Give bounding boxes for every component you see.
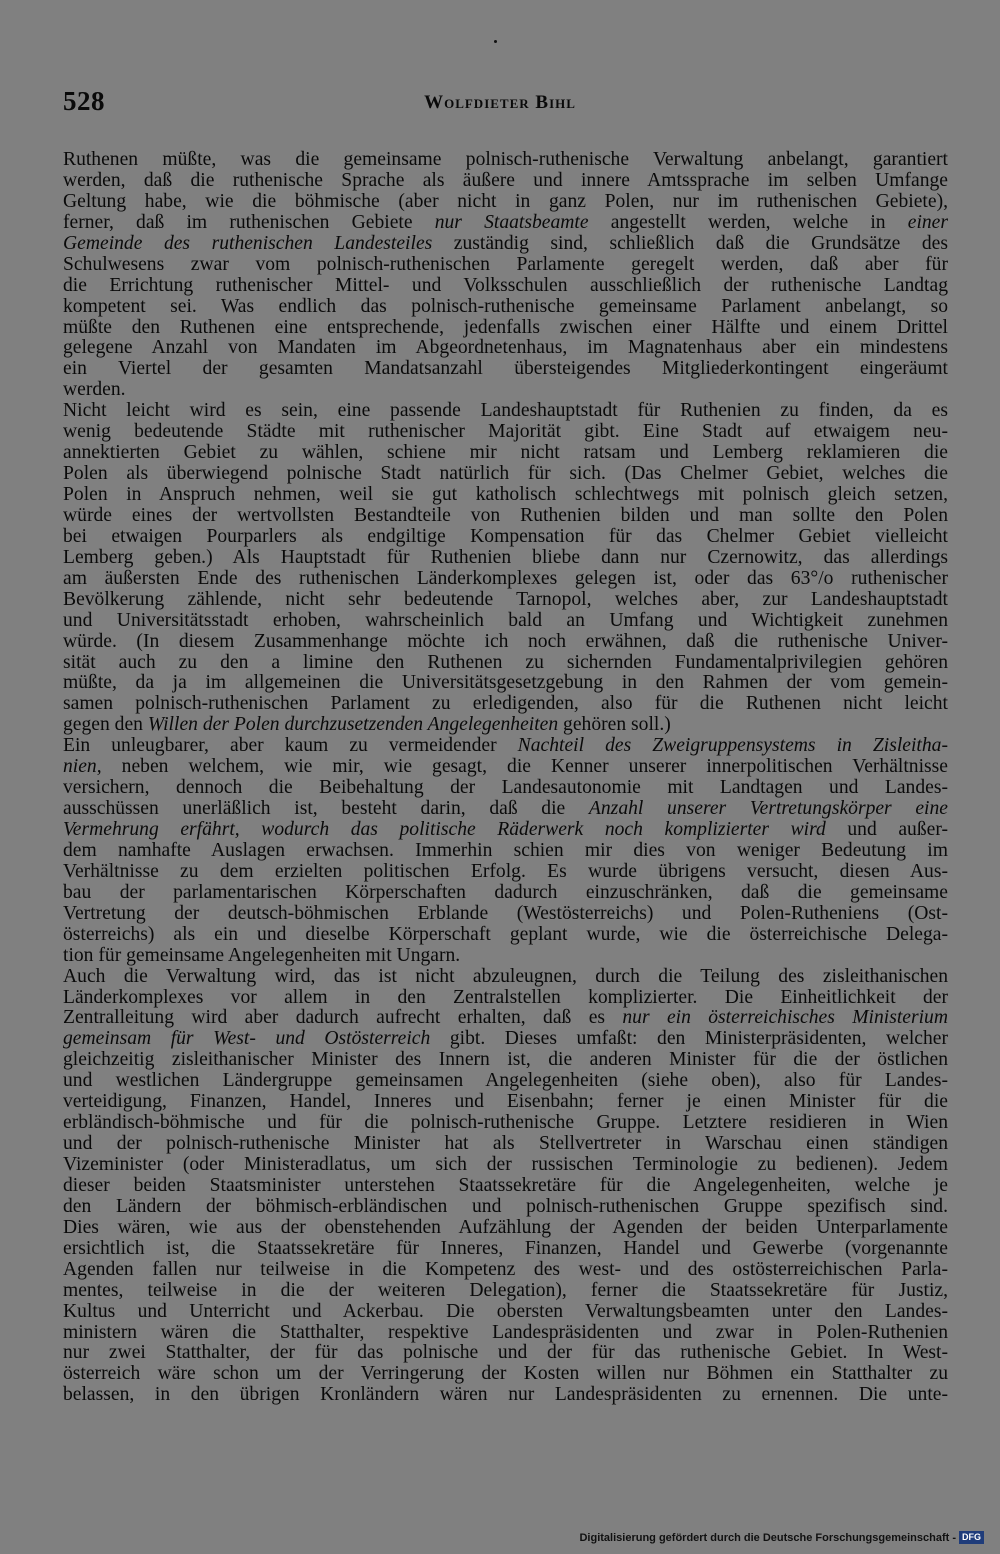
- text-line: [63, 422, 948, 443]
- text-line: [63, 150, 948, 171]
- text-line: [63, 653, 948, 674]
- text-span: dem namhafte Auslagen erwachsen. Immerhin schien mir dies von weniger Bedeutung im: [63, 840, 948, 861]
- italic-emphasis: nur ein österreichisches Ministerium: [622, 1008, 948, 1029]
- text-line: [63, 276, 948, 297]
- text-span: Geltung habe, wie die böhmische (aber nicht in ganz Polen, nur im ruthenischen Gebiete),: [63, 191, 948, 212]
- text-span: würde. (In diesem Zusammenhange möchte ich noch erwähnen, daß die ruthenische Univer-: [63, 631, 948, 652]
- text-line: [63, 380, 948, 401]
- text-span: am äußersten Ende des ruthenischen Länderkomplexes gelegen ist, oder das 63°/o ruthenischer: [63, 568, 948, 589]
- text-span: Länderkomplexes vor allem in den Zentralstellen komplizierter. Die Einheitlichkeit der: [63, 987, 948, 1008]
- text-line: [63, 673, 948, 694]
- text-line: [63, 1343, 948, 1364]
- italic-emphasis: gemeinsam für West- und Ostösterreich: [63, 1029, 431, 1050]
- digitization-credit: [579, 1531, 984, 1544]
- text-line: [63, 359, 948, 380]
- text-line: [63, 1176, 948, 1197]
- text-span: Verhältnisse zu dem erzielten politischen Erfolg. Es wurde übrigens versucht, diesen Aus-: [63, 861, 948, 882]
- text-span: versichern, dennoch die Beibehaltung der Landesautonomie mit Landtagen und Landes-: [63, 778, 948, 799]
- text-line: [63, 401, 948, 422]
- text-line: [63, 1302, 948, 1323]
- text-line: [63, 862, 948, 883]
- page-number: 528: [63, 86, 105, 116]
- text-span: österreich wäre schon um der Verringerung der Kosten willen nur Böhmen ein Statthalter zu: [63, 1364, 948, 1385]
- italic-emphasis: einer: [907, 212, 948, 233]
- text-span: Dies wären, wie aus der obenstehenden Aufzählung der Agenden der beiden Unterparlamente: [63, 1217, 948, 1238]
- text-line: [63, 192, 948, 213]
- text-span: werden.: [63, 380, 126, 401]
- text-span: sität auch zu den a limine den Ruthenen zu sichernden Fundamentalprivilegien gehören: [63, 652, 948, 673]
- italic-emphasis: nien,: [63, 757, 102, 778]
- text-line: [63, 590, 948, 611]
- text-line: [63, 799, 948, 820]
- text-line: [63, 297, 948, 318]
- text-line: [63, 1155, 948, 1176]
- body-text: [63, 150, 948, 1406]
- text-line: [63, 1385, 948, 1406]
- text-span: samen polnisch-ruthenischen Parlament zu erledigenden, also für die Ruthenen nicht leicht: [63, 694, 948, 715]
- text-span: Zentralleitung wird aber dadurch aufrecht erhalten, daß es: [63, 1008, 623, 1029]
- text-line: [63, 506, 948, 527]
- text-span: nur zwei Statthalter, der für das polnische und der für das ruthenische Gebiet. In West-: [63, 1343, 948, 1364]
- text-span: und Universitätsstadt erhoben, wahrscheinlich bald an Umfang und Wichtigkeit zunehmen: [63, 610, 948, 631]
- text-span: gelegene Anzahl von Mandaten im Abgeordnetenhaus, im Magnatenhaus aber ein mindestens: [63, 338, 948, 359]
- text-span: neben welchem, wie mir, wie gesagt, die Kenner unserer innerpolitischen Verhältnisse: [101, 757, 948, 778]
- text-span: Polen in Anspruch nehmen, weil sie gut katholisch schlechtwegs mit polnisch gleich setzen,: [63, 485, 948, 505]
- text-span: ein Viertel der gesamten Mandatsanzahl übersteigendes Mitgliederkontingent eingeräumt: [63, 359, 948, 380]
- italic-emphasis: Anzahl unserer Vertretungskörper eine: [588, 799, 948, 820]
- text-span: bei etwaigen Pourparlers als endgiltige Kompensation für das Chelmer Gebiet vielleicht: [63, 526, 948, 547]
- text-span: erbländisch-böhmische und für die polnisch-ruthenische Gruppe. Letztere residieren in Wien: [63, 1113, 948, 1134]
- footer-text: Digitalisierung gefördert durch die Deutsche Forschungsgemeinschaft -: [579, 1531, 956, 1544]
- text-span: Ein unleugbarer, aber kaum zu vermeidender: [63, 736, 518, 757]
- text-line: [63, 255, 948, 276]
- text-line: [63, 1134, 948, 1155]
- text-span: Auch die Verwaltung wird, das ist nicht abzuleugnen, durch die Teilung des zisleithanischen: [63, 966, 948, 987]
- text-line: [63, 778, 948, 799]
- text-span: ausschüssen unerläßlich ist, besteht darin, daß die: [63, 799, 589, 820]
- text-line: [63, 1239, 948, 1260]
- text-line: [63, 485, 948, 506]
- text-span: Kultus und Unterricht und Ackerbau. Die obersten Verwaltungsbeamten unter den Landes-: [63, 1301, 948, 1322]
- text-line: [63, 757, 948, 778]
- text-span: den Ländern der böhmisch-erbländischen und polnisch-ruthenischen Gruppe spezifisch sind.: [63, 1196, 948, 1217]
- text-span: angestellt werden, welche in: [588, 212, 908, 233]
- text-span: und westlichen Ländergruppe gemeinsamen Angelegenheiten (siehe oben), also für Landes-: [63, 1071, 948, 1092]
- text-line: [63, 820, 948, 841]
- text-line: [63, 213, 948, 234]
- text-line: [63, 883, 948, 904]
- text-line: [63, 967, 948, 988]
- italic-emphasis: Nachteil des Zweigruppensystems in Zisleitha-: [517, 736, 948, 757]
- text-line: [63, 1197, 948, 1218]
- text-span: Lemberg geben.) Als Hauptstadt für Ruthenien bliebe dann nur Czernowitz, das allerdings: [63, 547, 948, 568]
- text-line: [63, 1323, 948, 1344]
- text-line: [63, 569, 948, 590]
- italic-emphasis: Gemeinde des ruthenischen Landesteiles: [63, 233, 433, 254]
- text-line: [63, 548, 948, 569]
- text-line: [63, 1281, 948, 1302]
- text-span: gegen den: [63, 715, 148, 736]
- text-span: Ruthenen müßte, was die gemeinsame polnisch-ruthenische Verwaltung anbelangt, garantiert: [63, 150, 948, 170]
- text-line: [63, 946, 948, 967]
- text-line: [63, 1050, 948, 1071]
- text-line: [63, 527, 948, 548]
- text-span: kompetent sei. Was endlich das polnisch-ruthenische gemeinsame Parlament anbelangt, so: [63, 296, 948, 317]
- text-line: [63, 715, 948, 736]
- text-span: zuständig sind, schließlich daß die Grundsätze des: [432, 233, 948, 254]
- text-span: Vertretung der deutsch-böhmischen Erblande (Westösterreichs) und Polen-Rutheniens (Ost-: [63, 903, 948, 924]
- text-line: [63, 234, 948, 255]
- text-line: [63, 1113, 948, 1134]
- text-line: [63, 1029, 948, 1050]
- text-span: belassen, in den übrigen Kronländern wären nur Landespräsidenten zu ernennen. Die unte-: [63, 1385, 948, 1406]
- text-span: Schulwesens zwar vom polnisch-ruthenischen Parlamente geregelt werden, daß aber für: [63, 254, 948, 275]
- text-span: österreichs) als ein und dieselbe Körperschaft geplant wurde, wie die österreichische Delega-: [63, 924, 948, 945]
- text-span: müßte den Ruthenen eine entsprechende, jedenfalls zwischen einer Hälfte und einem Drittel: [63, 317, 948, 338]
- italic-emphasis: nur Staatsbeamte: [434, 212, 589, 233]
- text-line: [63, 1364, 948, 1385]
- text-span: ferner, daß im ruthenischen Gebiete: [63, 212, 435, 233]
- running-head-author: Wolfdieter Bihl: [424, 92, 576, 113]
- text-span: annektierten Gebiet zu wählen, schiene mir nicht ratsam und Lemberg reklamieren die: [63, 443, 948, 464]
- text-line: [63, 1218, 948, 1239]
- text-span: und außer-: [825, 820, 948, 840]
- text-span: tion für gemeinsame Angelegenheiten mit Ungarn.: [63, 945, 461, 966]
- text-span: verteidigung, Finanzen, Handel, Inneres und Eisenbahn; ferner je einen Minister für die: [63, 1092, 948, 1113]
- text-line: [63, 171, 948, 192]
- text-span: wenig bedeutende Städte mit ruthenischer Majorität gibt. Eine Stadt auf etwaigem neu-: [63, 422, 948, 443]
- text-line: [63, 736, 948, 757]
- text-span: gehören soll.): [558, 715, 671, 736]
- text-span: gleichzeitig zisleithanischer Minister des Innern ist, die anderen Minister für die der östlichen: [63, 1050, 948, 1071]
- text-line: [63, 632, 948, 653]
- text-span: Bevölkerung zählende, nicht sehr bedeutende Tarnopol, welches aber, zur Landeshauptstadt: [63, 589, 948, 610]
- text-line: [63, 988, 948, 1009]
- text-span: Nicht leicht wird es sein, eine passende Landeshauptstadt für Ruthenien zu finden, da es: [63, 401, 948, 422]
- dfg-logo-icon: DFG: [959, 1531, 984, 1544]
- text-span: Polen als überwiegend polnische Stadt natürlich für sich. (Das Chelmer Gebiet, welches die: [63, 464, 948, 485]
- text-span: ministern wären die Statthalter, respektive Landespräsidenten und zwar in Polen-Ruthenien: [63, 1322, 948, 1343]
- text-line: [63, 925, 948, 946]
- text-span: mentes, teilweise in die der weiteren Delegation), ferner die Staatssekretäre für Justiz,: [63, 1280, 948, 1301]
- italic-emphasis: Vermehrung erfährt, wodurch das politische Räderwerk noch komplizierter wird: [63, 820, 826, 840]
- text-span: müßte, da ja im allgemeinen die Universitätsgesetzgebung in den Rahmen der vom gemein-: [63, 673, 948, 694]
- text-span: Vizeminister (oder Ministeradlatus, um sich der russischen Terminologie zu bedienen). Jedem: [63, 1155, 948, 1175]
- text-span: bau der parlamentarischen Körperschaften dadurch einzuschränken, daß die gemeinsame: [63, 882, 948, 903]
- text-line: [63, 1008, 948, 1029]
- scan-speck: [494, 40, 497, 43]
- text-span: dieser beiden Staatsminister unterstehen Staatssekretäre für die Angelegenheiten, welche je: [63, 1175, 948, 1196]
- italic-emphasis: Willen der Polen durchzusetzenden Angelegenheiten: [147, 715, 559, 736]
- text-span: ersichtlich ist, die Staatssekretäre für Inneres, Finanzen, Handel und Gewerbe (vorgenannte: [63, 1238, 948, 1259]
- text-span: die Errichtung ruthenischer Mittel- und Volksschulen ausschließlich der ruthenische Landtag: [63, 275, 948, 296]
- text-line: [63, 841, 948, 862]
- text-line: [63, 318, 948, 339]
- text-line: [63, 1260, 948, 1281]
- text-span: gibt. Dieses umfaßt: den Ministerpräsidenten, welcher: [430, 1029, 948, 1050]
- text-line: [63, 443, 948, 464]
- text-span: und der polnisch-ruthenische Minister hat als Stellvertreter in Warschau einen ständigen: [63, 1134, 948, 1155]
- text-span: werden, daß die ruthenische Sprache als äußere und innere Amtssprache im selben Umfange: [63, 170, 948, 191]
- text-span: würde eines der wertvollsten Bestandteile von Ruthenien bilden und man sollte den Polen: [63, 505, 948, 526]
- text-line: [63, 464, 948, 485]
- text-line: [63, 694, 948, 715]
- text-line: [63, 904, 948, 925]
- text-line: [63, 1092, 948, 1113]
- text-line: [63, 338, 948, 359]
- text-span: Agenden fallen nur teilweise in die Kompetenz des west- und des ostösterreichischen Parla-: [63, 1259, 948, 1280]
- text-line: [63, 1071, 948, 1092]
- text-line: [63, 611, 948, 632]
